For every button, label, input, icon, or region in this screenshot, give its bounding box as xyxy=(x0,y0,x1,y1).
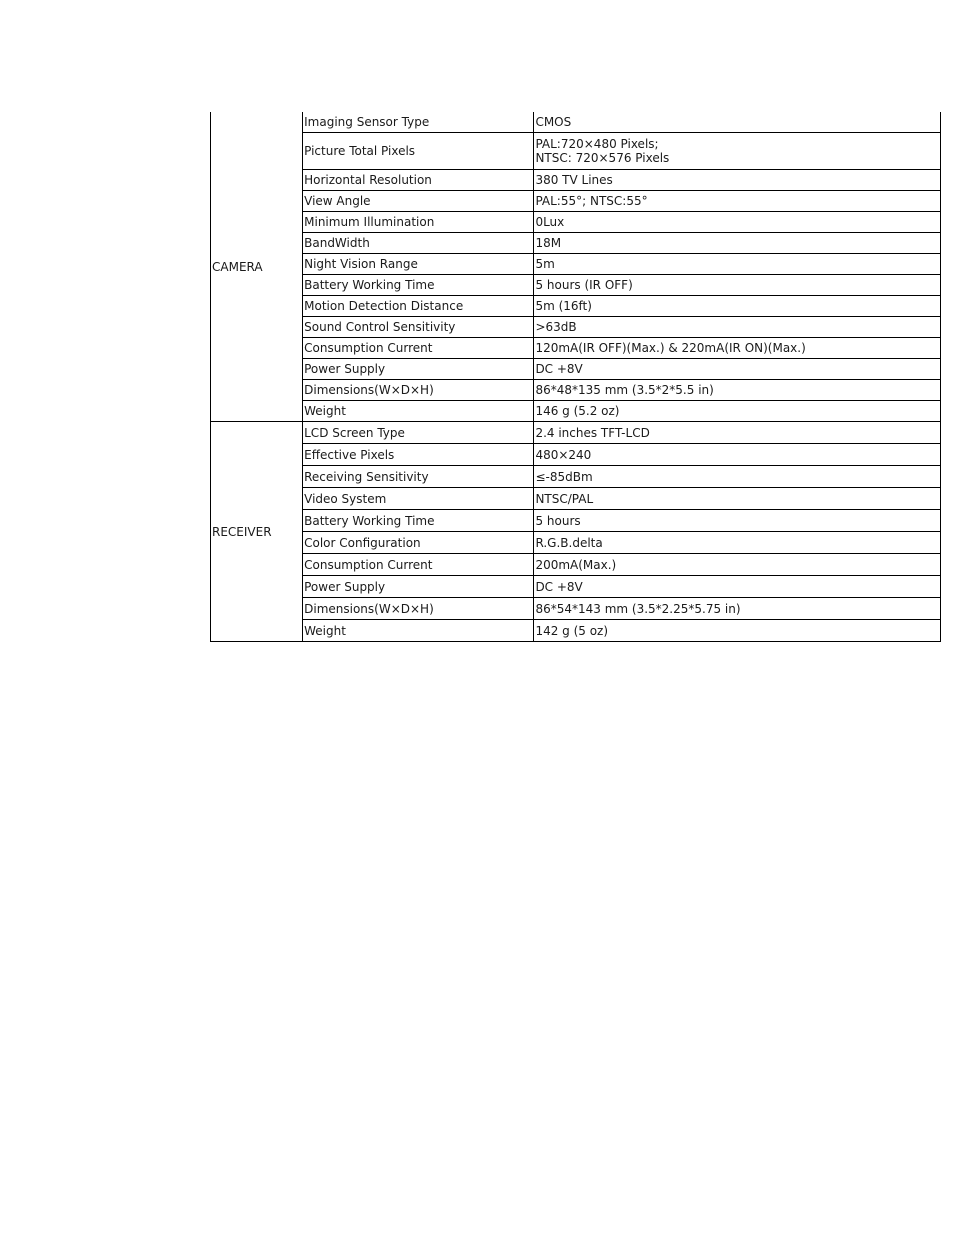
spec-row xyxy=(211,170,941,191)
parameter-value xyxy=(534,133,941,170)
parameter-name: Consumption Current xyxy=(303,338,534,359)
group-label: CAMERA xyxy=(211,112,303,422)
parameter-name: Power Supply xyxy=(303,359,534,380)
parameter-value xyxy=(534,233,941,254)
spec-row xyxy=(211,488,941,510)
parameter-name: Dimensions(W×D×H) xyxy=(303,380,534,401)
parameter-name: Night Vision Range xyxy=(303,254,534,275)
spec-row xyxy=(211,532,941,554)
spec-row xyxy=(211,112,941,133)
parameter-name: Picture Total Pixels xyxy=(303,133,534,170)
value-line: 5 hours (IR OFF) xyxy=(535,278,633,292)
parameter-name: Dimensions(W×D×H) xyxy=(303,598,534,620)
parameter-name: Effective Pixels xyxy=(303,444,534,466)
parameter-name: Receiving Sensitivity xyxy=(303,466,534,488)
value-line: 5 hours xyxy=(535,513,581,528)
parameter-value xyxy=(534,422,941,444)
parameter-name: Battery Working Time xyxy=(303,510,534,532)
spec-row xyxy=(211,233,941,254)
spec-row xyxy=(211,380,941,401)
spec-row xyxy=(211,422,941,444)
spec-row xyxy=(211,133,941,170)
spec-table xyxy=(210,112,941,642)
parameter-name: Consumption Current xyxy=(303,554,534,576)
parameter-name: Horizontal Resolution xyxy=(303,170,534,191)
parameter-value xyxy=(534,444,941,466)
parameter-value xyxy=(534,338,941,359)
value-line: 146 g (5.2 oz) xyxy=(535,404,620,418)
parameter-name: Battery Working Time xyxy=(303,275,534,296)
value-line: 18M xyxy=(535,236,562,250)
value-line: 142 g (5 oz) xyxy=(535,623,609,638)
spec-table-body xyxy=(211,112,941,642)
parameter-name: Imaging Sensor Type xyxy=(303,112,534,133)
parameter-value xyxy=(534,598,941,620)
spec-row xyxy=(211,401,941,422)
spec-row xyxy=(211,338,941,359)
spec-row xyxy=(211,598,941,620)
spec-row xyxy=(211,317,941,338)
parameter-name: LCD Screen Type xyxy=(303,422,534,444)
parameter-name: View Angle xyxy=(303,191,534,212)
parameter-name: Minimum Illumination xyxy=(303,212,534,233)
parameter-value xyxy=(534,359,941,380)
value-line: 380 TV Lines xyxy=(535,173,613,187)
parameter-value xyxy=(534,576,941,598)
spec-row xyxy=(211,554,941,576)
parameter-name: BandWidth xyxy=(303,233,534,254)
parameter-name: Sound Control Sensitivity xyxy=(303,317,534,338)
value-line: 200mA(Max.) xyxy=(535,557,617,572)
value-line: 2.4 inches TFT-LCD xyxy=(535,425,650,440)
value-line: 5m xyxy=(535,257,555,271)
value-line: NTSC: 720×576 Pixels xyxy=(535,151,670,165)
spec-row xyxy=(211,212,941,233)
value-line: CMOS xyxy=(535,115,572,129)
value-line: >63dB xyxy=(535,320,577,334)
parameter-value xyxy=(534,510,941,532)
parameter-value xyxy=(534,401,941,422)
group-label: RECEIVER xyxy=(211,422,303,642)
value-line: 86*54*143 mm (3.5*2.25*5.75 in) xyxy=(535,601,741,616)
spec-row xyxy=(211,296,941,317)
parameter-value xyxy=(534,112,941,133)
value-line: DC +8V xyxy=(535,579,583,594)
spec-row xyxy=(211,275,941,296)
parameter-value xyxy=(534,620,941,642)
parameter-name: Video System xyxy=(303,488,534,510)
value-line: DC +8V xyxy=(535,362,583,376)
parameter-name: Motion Detection Distance xyxy=(303,296,534,317)
parameter-value xyxy=(534,296,941,317)
parameter-value xyxy=(534,532,941,554)
parameter-name: Color Configuration xyxy=(303,532,534,554)
spec-row xyxy=(211,254,941,275)
value-line: NTSC/PAL xyxy=(535,491,594,506)
value-line: 120mA(IR OFF)(Max.) & 220mA(IR ON)(Max.) xyxy=(535,341,806,355)
spec-row xyxy=(211,466,941,488)
parameter-name: Weight xyxy=(303,401,534,422)
parameter-value xyxy=(534,317,941,338)
spec-row xyxy=(211,444,941,466)
parameter-value xyxy=(534,488,941,510)
value-line: ≤-85dBm xyxy=(535,469,593,484)
spec-row xyxy=(211,359,941,380)
value-line: PAL:55°; NTSC:55° xyxy=(535,194,648,208)
parameter-value xyxy=(534,380,941,401)
value-line: 5m (16ft) xyxy=(535,299,592,313)
parameter-value xyxy=(534,170,941,191)
value-line: R.G.B.delta xyxy=(535,535,603,550)
value-line: 480×240 xyxy=(535,447,592,462)
spec-row xyxy=(211,576,941,598)
value-line: 0Lux xyxy=(535,215,565,229)
parameter-value xyxy=(534,254,941,275)
parameter-value xyxy=(534,275,941,296)
parameter-value xyxy=(534,191,941,212)
parameter-value xyxy=(534,212,941,233)
parameter-name: Weight xyxy=(303,620,534,642)
spec-row xyxy=(211,510,941,532)
value-line: 86*48*135 mm (3.5*2*5.5 in) xyxy=(535,383,714,397)
value-line: PAL:720×480 Pixels; xyxy=(535,137,659,151)
parameter-value xyxy=(534,466,941,488)
spec-row xyxy=(211,620,941,642)
parameter-value xyxy=(534,554,941,576)
parameter-name: Power Supply xyxy=(303,576,534,598)
spec-row xyxy=(211,191,941,212)
